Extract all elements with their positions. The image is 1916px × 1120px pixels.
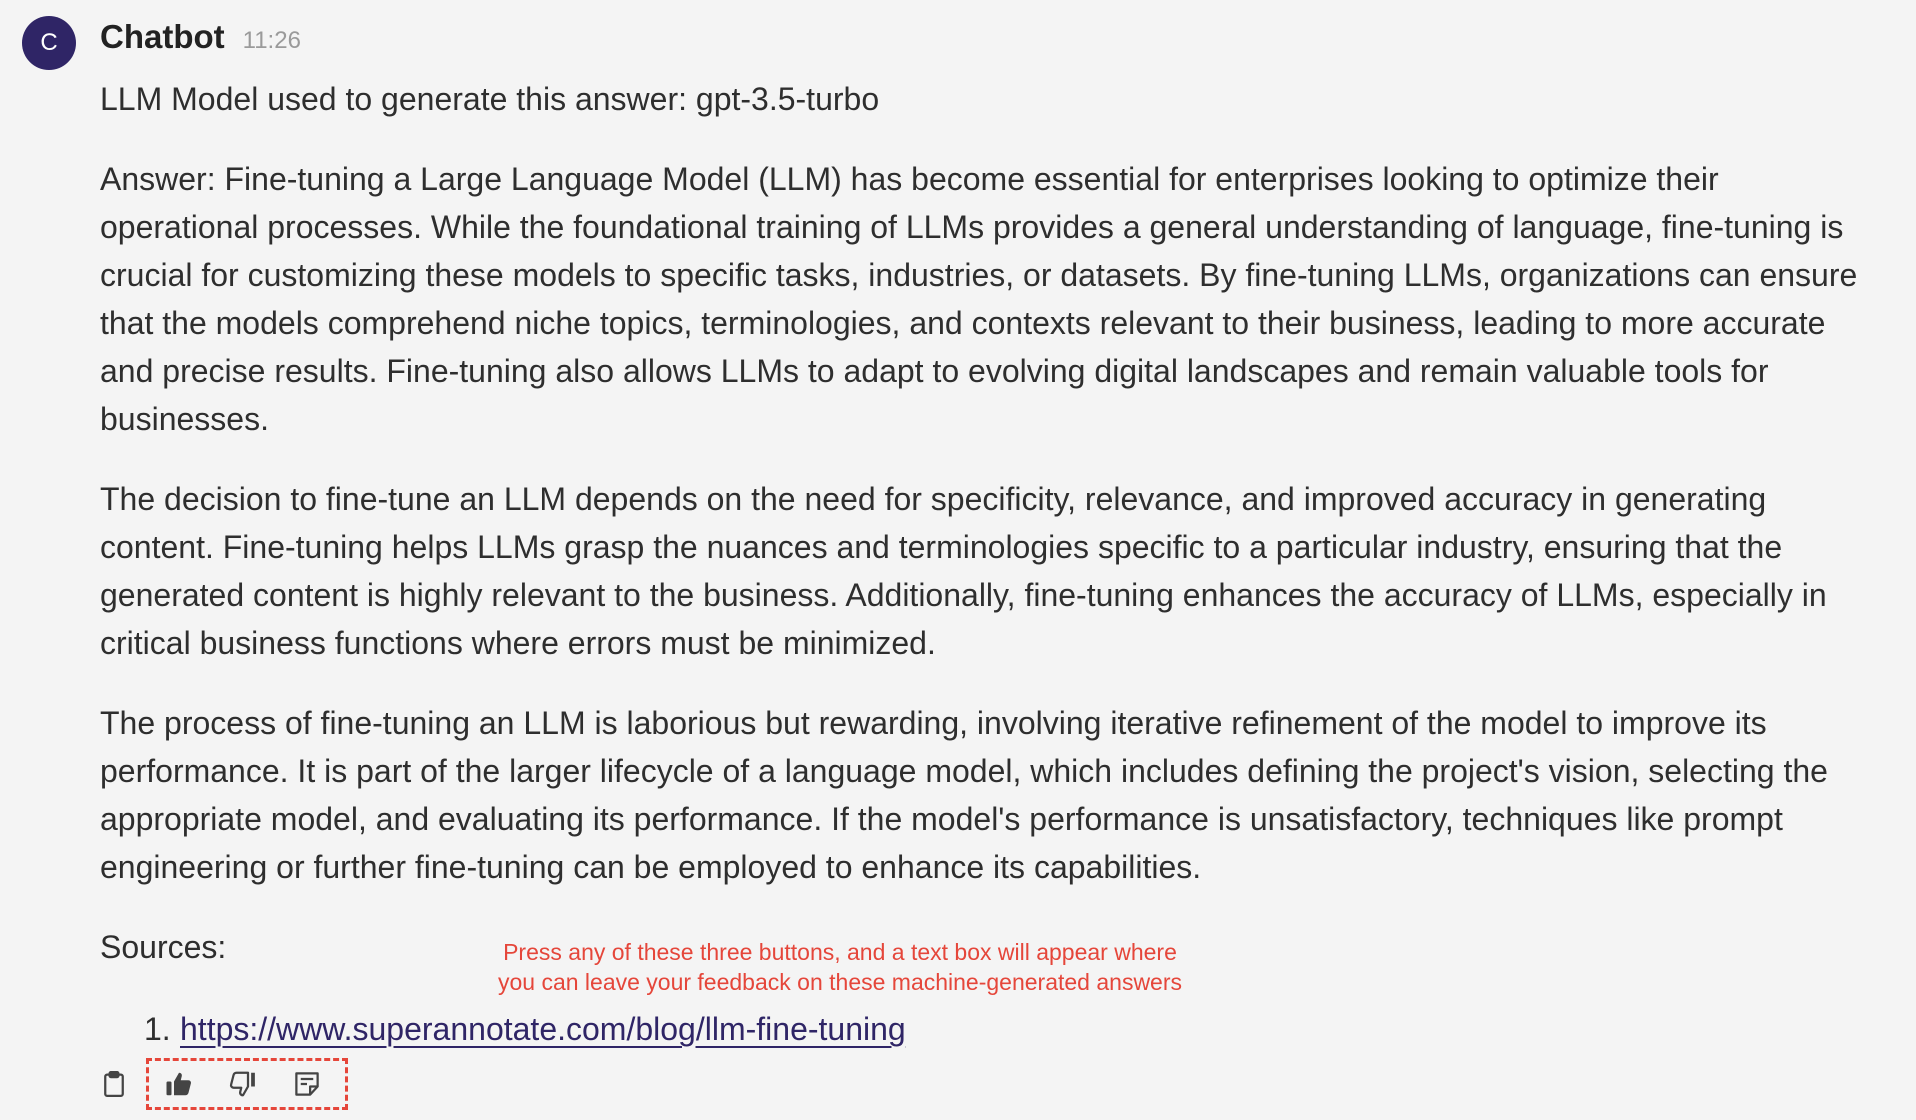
answer-paragraph: Answer: Fine-tuning a Large Language Model (LLM) has become essential for enterprises looking to optimize their operational processes. While the foundational training of LLMs provides a general understanding of language, fine-tuning is crucial for customizing these models to specific tasks, industries, or datasets. By fine-tuning LLMs, organizations can ensure that the models comprehend niche topics, terminologies, and contexts relevant to their business, leading to more accurate and precise results. Fine-tuning also allows LLMs to adapt to evolving digital landscapes and remain valuable tools for businesses.: [100, 161, 1858, 437]
message-time: 11:26: [242, 27, 301, 54]
feedback-annotation-line: Press any of these three buttons, and a text box will appear where: [503, 939, 1177, 965]
source-number: 1.: [144, 1011, 171, 1047]
avatar: C: [22, 16, 76, 70]
answer-paragraph: The decision to fine-tune an LLM depends on the need for specificity, relevance, and improved accuracy in generating content. Fine-tuning helps LLMs grasp the nuances and terminologies specific to a particular industry, ensuring that the generated content is highly relevant to the business. Additionally, fine-tuning enhances the accuracy of LLMs, especially in critical business functions where errors must be minimized.: [100, 481, 1827, 661]
sources-label: Sources:: [100, 929, 227, 965]
answer-paragraph: The process of fine-tuning an LLM is laborious but rewarding, involving iterative refinement of the model to improve its performance. It is part of the larger lifecycle of a language model, which includes defining the project's vision, selecting the appropriate model, and evaluating its performance. If the model's performance is unsatisfactory, techniques like prompt engineering or further fine-tuning can be employed to enhance its capabilities.: [100, 705, 1828, 885]
sources-row: [100, 923, 1880, 995]
source-item: [100, 1005, 1880, 1053]
model-info: LLM Model used to generate this answer: gpt-3.5-turbo: [100, 81, 880, 117]
thumbs-down-icon: [228, 1069, 258, 1099]
author-name: Chatbot: [100, 18, 225, 55]
thumbs-up-icon: [164, 1069, 194, 1099]
comment-button[interactable]: [289, 1066, 325, 1102]
comment-icon: [292, 1069, 322, 1099]
source-link[interactable]: https://www.superannotate.com/blog/llm-fine-tuning: [180, 1011, 906, 1047]
thumbs-up-button[interactable]: [161, 1066, 197, 1102]
copy-button[interactable]: [96, 1066, 132, 1102]
sources-list: [100, 1005, 1880, 1053]
feedback-buttons-group: [146, 1058, 348, 1110]
thumbs-down-button[interactable]: [225, 1066, 261, 1102]
feedback-annotation: [390, 937, 1290, 997]
message-header: [100, 18, 301, 56]
message-body: [100, 75, 1880, 1053]
feedback-annotation-line: you can leave your feedback on these machine-generated answers: [497, 969, 1183, 995]
message-actions: [96, 1058, 348, 1110]
clipboard-icon: [99, 1069, 129, 1099]
